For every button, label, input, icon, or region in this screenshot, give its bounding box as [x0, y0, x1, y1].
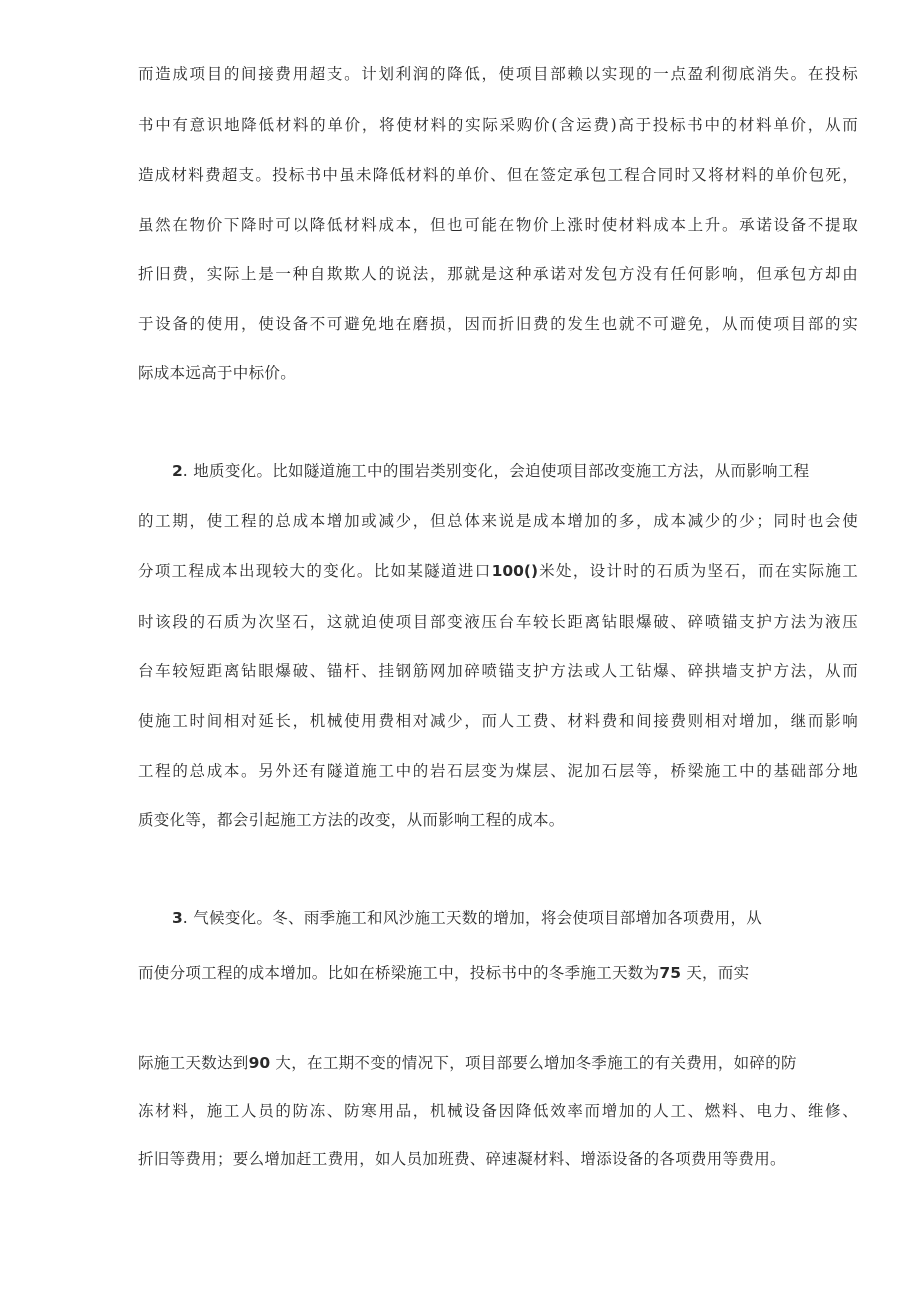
para3-line-2 [138, 963, 749, 983]
para1-line-7: 际成本远高于中标价。 [138, 364, 297, 382]
para2-line-7: 工程的总成本。另外还有隧道施工中的岩石层变为煤层、泥加石层等，桥梁施工中的基础部分地 [138, 762, 858, 780]
para2-line-3-text-b: 米处，设计时的石质为坚石，而在实际施工 [538, 562, 859, 580]
para3-line-2-text-a: 而使分项工程的成本增加。比如在桥梁施工中，投标书中的冬季施工天数为 [138, 964, 660, 982]
para2-line-2: 的工期，使工程的总成本增加或减少，但总体来说是成本增加的多，成本减少的少；同时也会使 [138, 512, 858, 530]
para1-line-4: 虽然在物价下降时可以降低材料成本，但也可能在物价上涨时使材料成本上升。承诺设备不提取 [138, 216, 858, 234]
para3-line-4: 冻材料，施工人员的防冻、防寒用品，机械设备因降低效率而增加的人工、燃料、电力、维修、 [138, 1102, 858, 1120]
para2-line-3 [138, 561, 858, 581]
para3-number: 3 [172, 909, 183, 927]
para1-line-6: 于设备的使用，使设备不可避免地在磨损，因而折旧费的发生也就不可避免，从而使项目部的实 [138, 315, 858, 333]
para1-line-3: 造成材料费超支。投标书中虽未降低材料的单价、但在签定承包工程合同时又将材料的单价包死， [138, 166, 858, 184]
para3-planned-days: 75 [659, 964, 681, 982]
para3-line-2-text-b: 天，而实 [680, 964, 750, 982]
para2-line-4: 时该段的石质为次坚石，这就迫使项目部变液压台车较长距离钻眼爆破、碎喷锚支护方法为液压 [138, 613, 858, 631]
para2-line-1 [172, 461, 809, 481]
para2-line-3-text-a: 分项工程成本出现较大的变化。比如某隧道进口 [138, 562, 492, 580]
para3-line-3-text-a: 际施工天数达到 [138, 1054, 249, 1072]
para3-line-3 [138, 1053, 797, 1073]
para2-distance-value: 100() [491, 562, 539, 580]
para2-line-8: 质变化等，都会引起施工方法的改变，从而影响工程的成本。 [138, 811, 565, 829]
para1-line-5: 折旧费，实际上是一种自欺欺人的说法，那就是这种承诺对发包方没有任何影响，但承包方却由 [138, 265, 858, 283]
para3-line-1-text: . 气候变化。冬、雨季施工和风沙施工天数的增加，将会使项目部增加各项费用，从 [182, 909, 763, 927]
para2-line-6: 使施工时间相对延长，机械使用费相对减少，而人工费、材料费和间接费则相对增加，继而影响 [138, 712, 858, 730]
para2-line-5: 台车较短距离钻眼爆破、锚杆、挂钢筋网加碎喷锚支护方法或人工钻爆、碎拱墙支护方法，从而 [138, 662, 858, 680]
para1-line-2: 书中有意识地降低材料的单价，将使材料的实际采购价(含运费)高于投标书中的材料单价，从而 [138, 116, 858, 134]
para3-actual-days: 90 [248, 1054, 271, 1072]
para3-line-5: 折旧等费用；要么增加赶工费用，如人员加班费、碎速凝材料、增添设备的各项费用等费用。 [138, 1150, 786, 1168]
para2-line-1-text: . 地质变化。比如隧道施工中的围岩类别变化，会迫使项目部改变施工方法，从而影响工程 [182, 462, 810, 480]
para3-line-1 [172, 908, 762, 928]
para2-number: 2 [172, 462, 183, 480]
para3-line-3-text-b: 大，在工期不变的情况下，项目部要么增加冬季施工的有关费用，如碎的防 [270, 1054, 797, 1072]
para1-line-1: 而造成项目的间接费用超支。计划利润的降低，使项目部赖以实现的一点盈利彻底消失。在投标 [138, 65, 858, 83]
